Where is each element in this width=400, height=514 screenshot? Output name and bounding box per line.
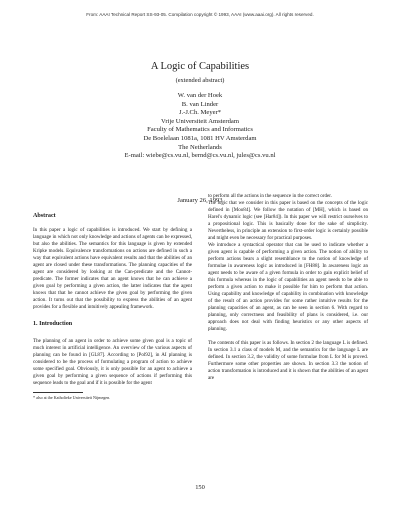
intro-heading: 1. Introduction [33,321,73,327]
affiliation-line: Faculty of Mathematics and Informatics [147,126,253,134]
paper-title: A Logic of Capabilities [150,61,250,72]
footnote: * also at the Katholieke Universiteit Nijmegen. [33,395,111,400]
author-line: W. van der Hoek [177,92,223,99]
footnote-rule [33,392,83,393]
right-paragraph: to perform all the actions in the sequence in the correct order. [208,193,332,199]
copyright-note: From: AAAI Technical Report SS-93-05. Compilation copyright © 1993, AAAI (www.aaai.org). All rights reserved. [86,12,314,17]
right-paragraph: The contents of this paper is as follows. In section 2 the language L is defined. In section 3.1 a class of models M, and the semantics for the language L are defined. In section 3.2, the validity of some formulae from L for M is proved. Furthermore some other properties are shown. In section 3.3 the notion of action transformation is introduced and it is shown that the abilities of an agent are [208,340,368,381]
right-paragraph: We introduce a syntactical operator that can be used to indicate whether a given agent is capable of performing a given action. The notion of ability to perform actions bears a slight resemblance to the notion of knowledge of formulae in awareness logic as introduced in [FH88]. In awareness logic an agent needs to be aware of a given formula in order to gain explicit belief of this formula whereas in the logic of capabilities an agent needs to be able to perform a given action to make it possible for him to perform that action. Using capability and knowledge of capability in combination with knowledge of the result of an action provides for some rather intuitive results for the planning capacities of an agent, as can be seen in section 6. With regard to planning, only correctness and feasibility of plans is considered, i.e. our approach does not deal with finding heuristics or any other aspects of planning. [208,242,368,332]
affiliation-line: De Boelelaan 1081a, 1081 HV Amsterdam [143,134,257,142]
affiliation-line: Vrije Universiteit Amsterdam [161,117,239,125]
author-block [0,92,400,161]
right-column [208,193,368,382]
paper-subtitle: (extended abstract) [175,77,225,84]
author-line: B. van Linder [181,100,219,108]
intro-text: The planning of an agent in order to achieve some given goal is a topic of much interest in artificial intelligence. An overview of the various aspects of planning can be found in [GL87]. According to [Pol92], in AI planning is considered to be the process of formulating a program of action to achieve some specified goal. Obviously, it is only possible for an agent to achieve a given goal by performing a given sequence of actions if performing this sequence leads to the goal and if it is possible for the agent [33,338,192,386]
paper-date: January 26, 1993 [177,197,223,204]
affiliation-line: The Netherlands [178,143,222,151]
right-paragraph: The logic that we consider in this paper is based on the concepts of the logic defined in [Moo84]. We follow the notation of [MH], which is based on Harel's dynamic logic (see [Har84]). In this paper we will restrict ourselves to a propositional logic. This is basically done for the sake of simplicity. Nevertheless, in principle an extension to first-order logic is certainly possible and might even be necessary for practical purposes. [208,200,368,241]
author-line: J.-J.Ch. Meyer* [178,109,222,117]
page-number: 150 [195,484,205,491]
left-column [33,213,192,400]
abstract-text: In this paper a logic of capabilities is introduced. We start by defining a language in which not only knowledge and actions of agents can be expressed, but also the abilities. The semantics for this language is given by extended Kripke models. Equivalence transformations on actions are defined in such a way that equivalent actions have equivalent results and that the abilities of an agent are closed under these transformations. The planning capacities of the agent are considered by looking at the Can-predicate and the Cannot-predicate. The former indicates that an agent knows that he can achieve a given goal by performing a given action, the latter indicates that the agent knows that that he cannot achieve the given goal by performing the given action. It turns out that the possibility to express the abilities of an agent provides for a flexible and intuitively appealing framework. [33,227,192,310]
abstract-heading: Abstract [33,213,56,219]
email-line: E-mail: wiebe@cs.vu.nl, bernd@cs.vu.nl, jules@cs.vu.nl [124,152,276,160]
